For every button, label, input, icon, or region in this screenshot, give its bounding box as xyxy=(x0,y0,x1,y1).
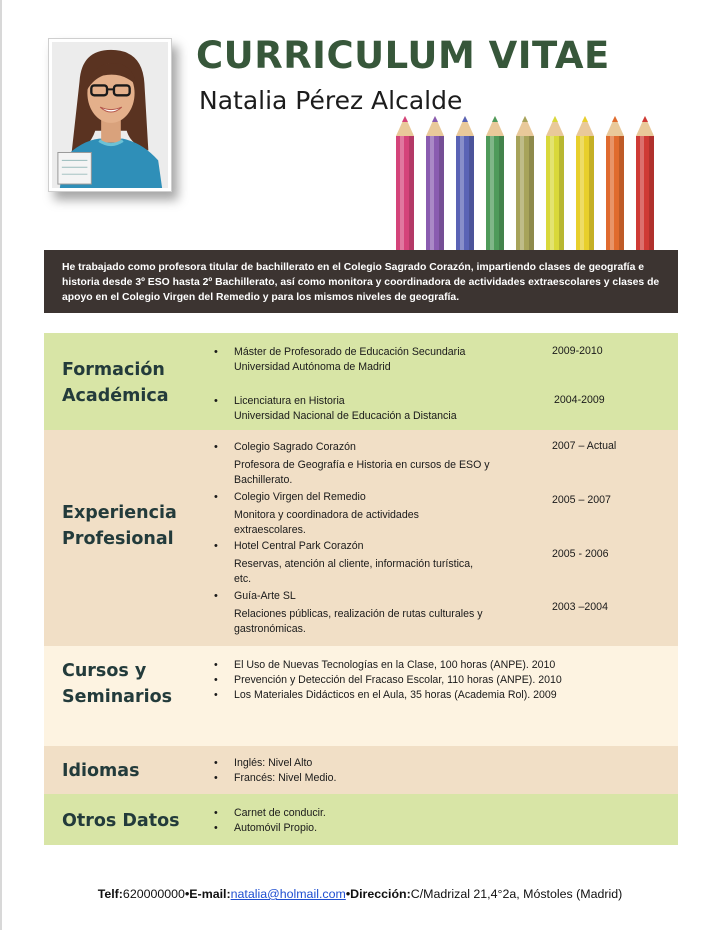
pencil-lead xyxy=(402,116,408,122)
otros-item: • Automóvil Propio. xyxy=(214,822,318,834)
section-title-cursos: Cursos y Seminarios xyxy=(62,661,173,707)
phone-label: Telf: xyxy=(97,887,123,901)
experiencia-company: Colegio Sagrado Corazón xyxy=(234,441,356,453)
bullet: • xyxy=(214,822,218,834)
cursos-list xyxy=(214,658,562,703)
experiencia-description: Profesora de Geografía e Historia en cursos de ESO y xyxy=(234,459,490,471)
idioma-item: • Francés: Nivel Medio. xyxy=(214,772,337,784)
pencil-shadow xyxy=(589,136,594,252)
experiencia-date: 2005 - 2006 xyxy=(552,548,609,560)
pencil-lead xyxy=(642,116,648,122)
bullet: • xyxy=(214,491,218,503)
experiencia-description: gastronómicas. xyxy=(234,623,306,635)
experiencia-company: Guía-Arte SL xyxy=(234,590,296,602)
pencil-highlight xyxy=(460,136,464,252)
pencil xyxy=(576,116,594,252)
experiencia-item xyxy=(214,490,504,538)
formacion-item xyxy=(214,345,504,375)
experiencia-description: Relaciones públicas, realización de rutas culturales y xyxy=(234,608,483,620)
bullet: • xyxy=(214,674,218,686)
section-title-formacion: Formación Académica xyxy=(62,360,169,406)
cv-title: CURRICULUM VITAE xyxy=(196,34,610,77)
experiencia-description: Monitora y coordinadora de actividades xyxy=(234,509,419,521)
formacion-institution: Universidad Autónoma de Madrid xyxy=(234,361,391,373)
phone-value: 620000000 xyxy=(122,887,185,901)
otros-list xyxy=(214,806,326,836)
bullet: • xyxy=(214,772,218,784)
formacion-item xyxy=(214,394,504,424)
section-experiencia xyxy=(44,430,678,646)
profile-photo-image xyxy=(52,42,168,188)
separator: • xyxy=(345,887,351,901)
formacion-degree: Licenciatura en Historia xyxy=(234,395,345,407)
pencil-shadow xyxy=(529,136,534,252)
otros-item: • Carnet de conducir. xyxy=(214,807,326,819)
pencil-shadow xyxy=(499,136,504,252)
experiencia-date: 2005 – 2007 xyxy=(552,494,611,506)
curso-item: • Prevención y Detección del Fracaso Escolar, 110 horas (ANPE). 2010 xyxy=(214,674,562,686)
experiencia-company: Colegio Virgen del Remedio xyxy=(234,491,366,503)
pencil xyxy=(486,116,504,252)
pencil-lead xyxy=(522,116,528,122)
address-value: C/Madrizal 21,4°2a, Móstoles (Madrid) xyxy=(410,887,623,901)
pencil xyxy=(396,116,414,252)
section-title-idiomas: Idiomas xyxy=(62,761,140,781)
experiencia-item xyxy=(214,440,504,488)
experiencia-date: 2007 – Actual xyxy=(552,440,617,452)
pencil-shadow xyxy=(469,136,474,252)
contact-footer xyxy=(0,887,720,901)
pencil-lead xyxy=(462,116,468,122)
experiencia-description: etc. xyxy=(234,573,252,585)
pencil xyxy=(426,116,444,252)
experiencia-description: Bachillerato. xyxy=(234,474,293,486)
pencil xyxy=(546,116,564,252)
experiencia-item xyxy=(214,589,504,637)
section-cursos xyxy=(44,646,678,746)
bullet: • xyxy=(214,395,218,407)
pencil-shadow xyxy=(619,136,624,252)
formacion-degree: Máster de Profesorado de Educación Secundaria xyxy=(234,346,466,358)
pencil-highlight xyxy=(580,136,584,252)
pencil-lead xyxy=(492,116,498,122)
formacion-institution: Universidad Nacional de Educación a Distancia xyxy=(234,410,457,422)
bullet: • xyxy=(214,540,218,552)
pencil-shadow xyxy=(439,136,444,252)
pencil xyxy=(606,116,624,252)
pencil-highlight xyxy=(640,136,644,252)
address-label: Dirección: xyxy=(350,887,411,901)
pencil xyxy=(516,116,534,252)
pencil-highlight xyxy=(400,136,404,252)
pencil-highlight xyxy=(490,136,494,252)
profile-photo xyxy=(48,38,172,192)
experiencia-description: extraescolares. xyxy=(234,524,306,536)
section-formacion xyxy=(44,333,678,430)
idioma-item: • Inglés: Nivel Alto xyxy=(214,757,313,769)
experiencia-date: 2003 –2004 xyxy=(552,601,608,613)
curso-item: • Los Materiales Didácticos en el Aula, 35 horas (Academia Rol). 2009 xyxy=(214,689,557,701)
pencil-lead xyxy=(552,116,558,122)
page-left-border xyxy=(0,0,2,930)
experiencia-description: Reservas, atención al cliente, información turística, xyxy=(234,558,474,570)
curso-item: • El Uso de Nuevas Tecnologías en la Clase, 100 horas (ANPE). 2010 xyxy=(214,659,556,671)
experiencia-item xyxy=(214,539,504,587)
candidate-name: Natalia Pérez Alcalde xyxy=(199,86,463,115)
colored-pencils-illustration xyxy=(392,114,660,252)
pencil-highlight xyxy=(550,136,554,252)
pencil-shadow xyxy=(409,136,414,252)
bullet: • xyxy=(214,757,218,769)
email-label: E-mail: xyxy=(189,887,231,901)
bullet: • xyxy=(214,441,218,453)
separator: • xyxy=(184,887,190,901)
pencil-lead xyxy=(432,116,438,122)
formacion-date: 2004-2009 xyxy=(554,394,605,406)
profile-summary: He trabajado como profesora titular de bachillerato en el Colegio Sagrado Corazón, impartiendo clases de geografía e historia desde 3º ESO hasta 2º Bachillerato, así como monitora y coordinadora de actividades extraescolares y clases de apoyo en el Colegio Virgen del Remedio y para los mismos niveles de geografía. xyxy=(44,250,678,313)
section-title-otros: Otros Datos xyxy=(62,811,180,831)
idiomas-list xyxy=(214,756,337,786)
pencil-highlight xyxy=(610,136,614,252)
pencil-shadow xyxy=(649,136,654,252)
bullet: • xyxy=(214,807,218,819)
section-title-experiencia: Experiencia Profesional xyxy=(62,503,177,549)
section-otros xyxy=(44,794,678,845)
pencil xyxy=(456,116,474,252)
pencil-lead xyxy=(612,116,618,122)
email-link[interactable]: natalia@holmail.com xyxy=(230,887,346,901)
pencil-lead xyxy=(582,116,588,122)
bullet: • xyxy=(214,689,218,701)
pencil-shadow xyxy=(559,136,564,252)
section-idiomas xyxy=(44,746,678,794)
pencil xyxy=(636,116,654,252)
bullet: • xyxy=(214,346,218,358)
pencil-highlight xyxy=(520,136,524,252)
bullet: • xyxy=(214,590,218,602)
experiencia-company: Hotel Central Park Corazón xyxy=(234,540,364,552)
formacion-date: 2009-2010 xyxy=(552,345,603,357)
bullet: • xyxy=(214,659,218,671)
pencil-highlight xyxy=(430,136,434,252)
